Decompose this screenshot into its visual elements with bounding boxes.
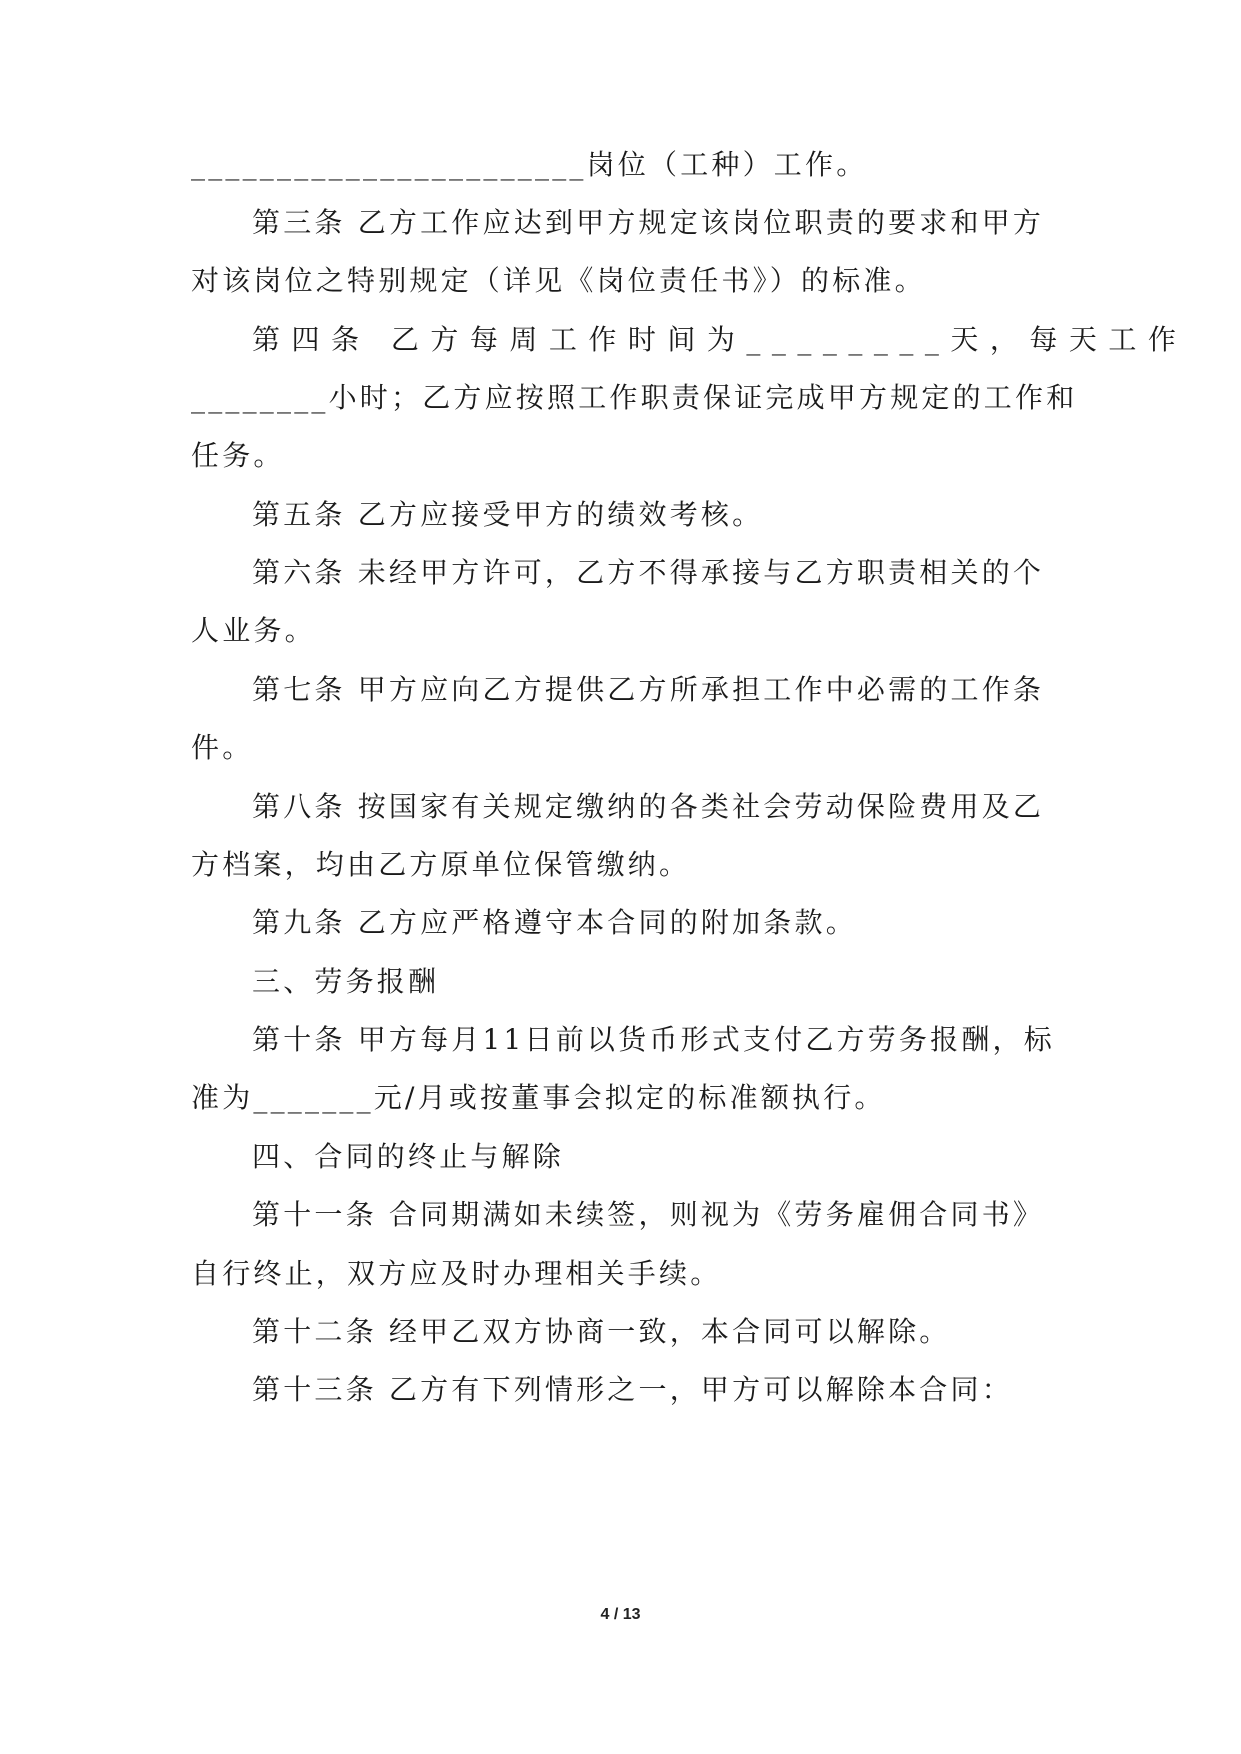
article-3-line-1: 第三条 乙方工作应达到甲方规定该岗位职责的要求和甲方 [252,206,1045,239]
article-4-line-2: ________小时；乙方应按照工作职责保证完成甲方规定的工作和 [191,381,1078,414]
article-6-line-2: 人业务。 [191,614,316,647]
section-4-heading: 四、合同的终止与解除 [252,1140,565,1173]
article-10-line-1: 第十条 甲方每月11日前以货币形式支付乙方劳务报酬，标 [252,1023,1055,1056]
article-10-line-2: 准为_______元/月或按董事会拟定的标准额执行。 [191,1081,886,1114]
article-7-line-1: 第七条 甲方应向乙方提供乙方所承担工作中必需的工作条 [252,673,1045,706]
article-12-line: 第十二条 经甲乙双方协商一致，本合同可以解除。 [252,1315,951,1348]
article-8-line-2: 方档案，均由乙方原单位保管缴纳。 [191,848,691,881]
article-9-line: 第九条 乙方应严格遵守本合同的附加条款。 [252,906,857,939]
article-3-line-2: 对该岗位之特别规定（详见《岗位责任书》）的标准。 [191,264,926,297]
article-11-line-2: 自行终止，双方应及时办理相关手续。 [191,1257,722,1290]
text-line-1: _______________________岗位（工种）工作。 [191,148,868,181]
article-4-line-1: 第四条 乙方每周工作时间为________天，每天工作 [252,323,1188,356]
page-number: 4 / 13 [600,1606,641,1623]
article-13-line: 第十三条 乙方有下列情形之一，甲方可以解除本合同： [252,1373,1013,1406]
article-6-line-1: 第六条 未经甲方许可，乙方不得承接与乙方职责相关的个 [252,556,1045,589]
section-3-heading: 三、劳务报酬 [252,965,440,998]
article-8-line-1: 第八条 按国家有关规定缴纳的各类社会劳动保险费用及乙 [252,790,1045,823]
article-5-line: 第五条 乙方应接受甲方的绩效考核。 [252,498,764,531]
article-11-line-1: 第十一条 合同期满如未续签，则视为《劳务雇佣合同书》 [252,1198,1045,1231]
article-4-line-3: 任务。 [191,439,285,472]
article-7-line-2: 件。 [191,731,254,764]
